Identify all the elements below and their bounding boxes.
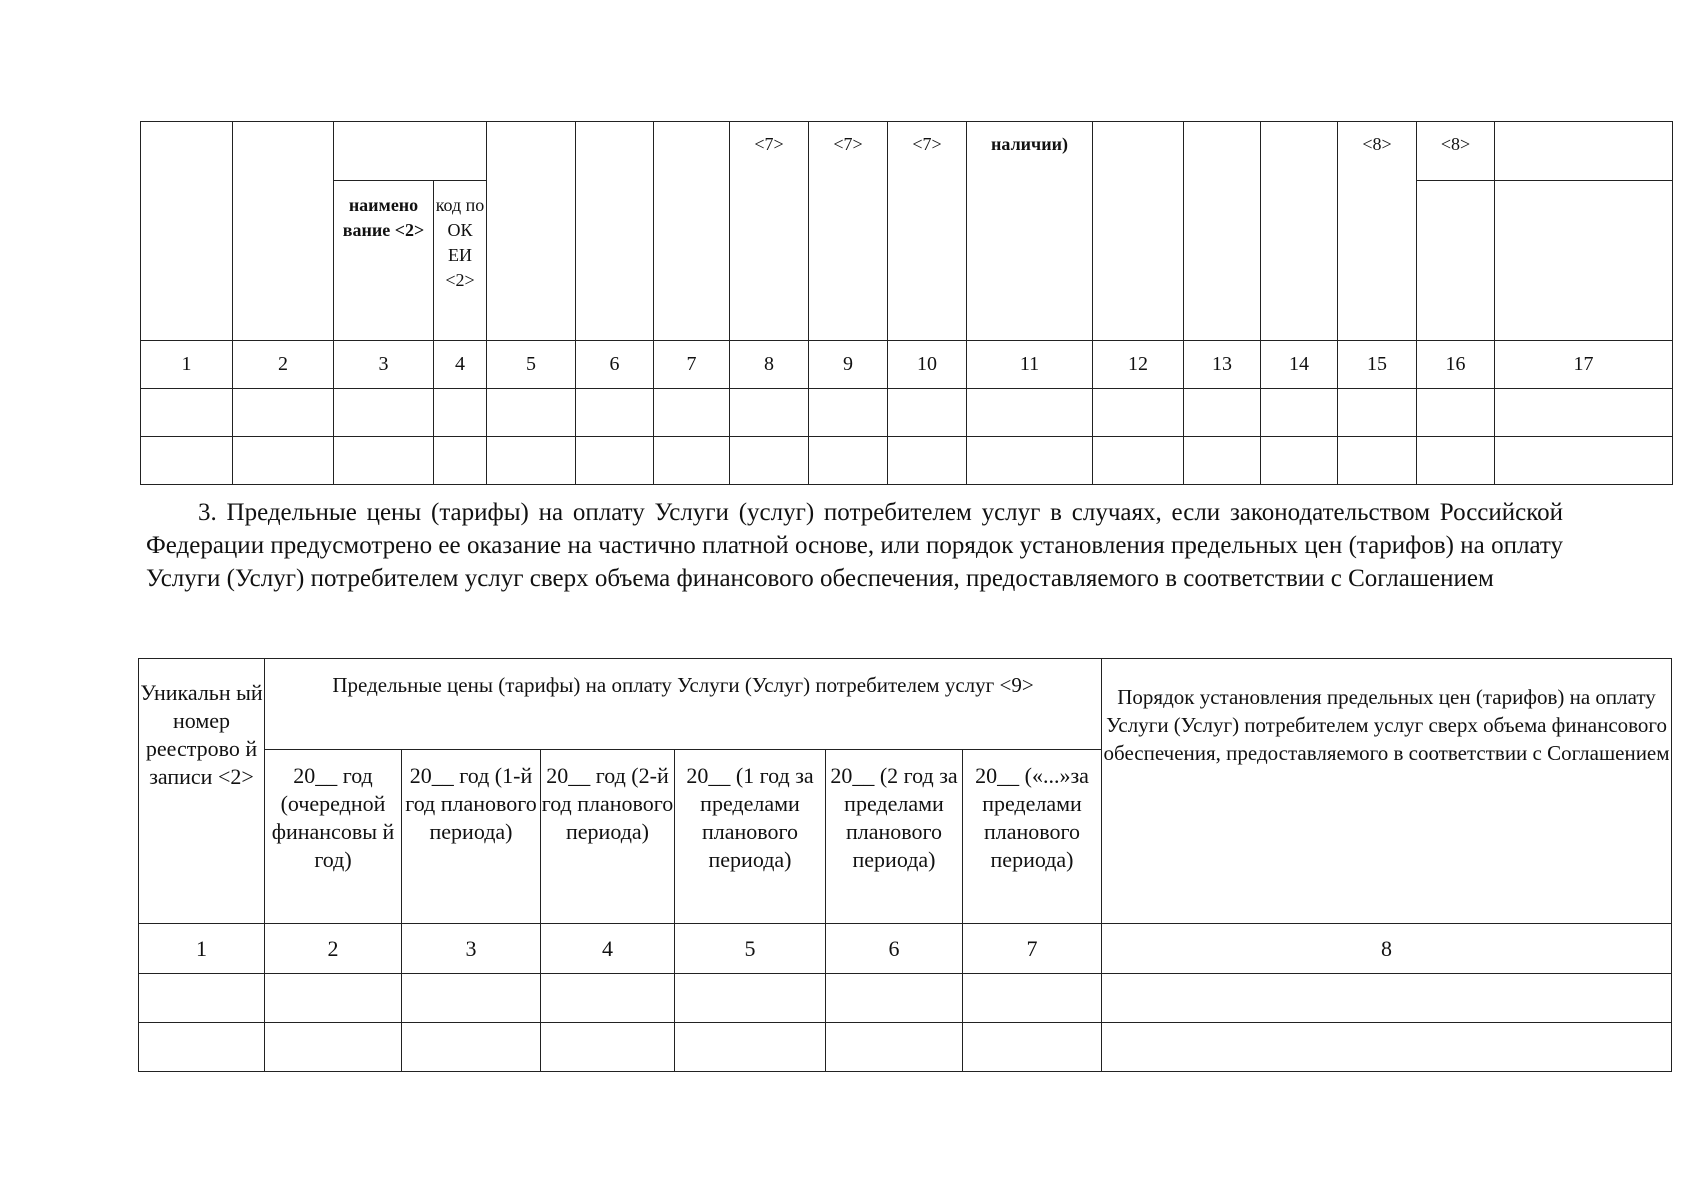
t1-num: 6 — [576, 341, 654, 389]
year-header-beyond-2: 20__ (2 год за пределами планового периода) — [826, 750, 963, 924]
t1-empty-row — [141, 437, 1673, 485]
t2-num: 8 — [1102, 924, 1672, 974]
table-cell — [826, 1023, 963, 1072]
t2-num: 6 — [826, 924, 963, 974]
year-header-current: 20__ год (очередной финансовы й год) — [265, 750, 402, 924]
t2-num: 2 — [265, 924, 402, 974]
t1-col5-header — [487, 122, 576, 341]
t1-col8-header: <7> — [730, 122, 809, 341]
table-cell — [487, 437, 576, 485]
t1-col17-header — [1495, 122, 1673, 181]
t1-num: 5 — [487, 341, 576, 389]
continuation-table — [140, 121, 1673, 485]
t1-col15-header: <8> — [1338, 122, 1417, 341]
t2-number-row — [139, 924, 1672, 974]
t1-col9-header: <7> — [809, 122, 888, 341]
table-cell — [1184, 437, 1261, 485]
table-cell — [1338, 389, 1417, 437]
t1-num: 12 — [1093, 341, 1184, 389]
t1-unit-code-header: код по ОК ЕИ <2> — [434, 181, 487, 341]
table-cell — [141, 437, 233, 485]
t1-col6-header — [576, 122, 654, 341]
table-cell — [809, 437, 888, 485]
t2-num: 4 — [541, 924, 675, 974]
year-header-beyond-n: 20__ («...»за пределами планового периода) — [963, 750, 1102, 924]
table-cell — [730, 389, 809, 437]
table-cell — [1417, 389, 1495, 437]
table-cell — [1338, 437, 1417, 485]
table-cell — [967, 437, 1093, 485]
t2-num: 3 — [402, 924, 541, 974]
table-cell — [1495, 437, 1673, 485]
table-cell — [402, 974, 541, 1023]
table-cell — [730, 437, 809, 485]
t1-num: 3 — [334, 341, 434, 389]
table-cell — [141, 389, 233, 437]
table-cell — [541, 1023, 675, 1072]
table-cell — [1093, 389, 1184, 437]
t1-col16-subheader — [1417, 181, 1495, 341]
t1-empty-row — [141, 389, 1673, 437]
table-cell — [576, 389, 654, 437]
table-cell — [967, 389, 1093, 437]
t1-unit-group-header — [334, 122, 487, 181]
table-cell — [1261, 389, 1338, 437]
table-cell — [233, 389, 334, 437]
table-cell — [1093, 437, 1184, 485]
t1-unit-name-header: наимено вание <2> — [334, 181, 434, 341]
table-cell — [675, 1023, 826, 1072]
table-cell — [1495, 389, 1673, 437]
table-cell — [139, 1023, 265, 1072]
year-header-plan-1: 20__ год (1-й год планового периода) — [402, 750, 541, 924]
t1-num: 7 — [654, 341, 730, 389]
t2-empty-row — [139, 974, 1672, 1023]
year-header-beyond-1: 20__ (1 год за пределами планового периода) — [675, 750, 826, 924]
t2-num: 5 — [675, 924, 826, 974]
t1-num: 10 — [888, 341, 967, 389]
t1-col14-header — [1261, 122, 1338, 341]
table-cell — [963, 974, 1102, 1023]
t1-num: 17 — [1495, 341, 1673, 389]
section-3-paragraph — [146, 496, 1563, 595]
t2-num: 1 — [139, 924, 265, 974]
t1-col7-header — [654, 122, 730, 341]
table-cell — [654, 389, 730, 437]
table-cell — [434, 437, 487, 485]
table-cell — [541, 974, 675, 1023]
table-cell — [888, 389, 967, 437]
t1-num: 1 — [141, 341, 233, 389]
t1-col17-subheader — [1495, 181, 1673, 341]
year-header-plan-2: 20__ год (2-й год планового периода) — [541, 750, 675, 924]
t1-col13-header — [1184, 122, 1261, 341]
price-limits-header: Предельные цены (тарифы) на оплату Услуги (Услуг) потребителем услуг <9> — [265, 659, 1102, 750]
t1-num: 8 — [730, 341, 809, 389]
t2-num: 7 — [963, 924, 1102, 974]
unique-record-number-header: Уникальн ый номер реестрово й записи <2> — [139, 659, 265, 924]
table-cell — [1261, 437, 1338, 485]
t1-number-row — [141, 341, 1673, 389]
t1-num: 15 — [1338, 341, 1417, 389]
t1-num: 16 — [1417, 341, 1495, 389]
price-order-header: Порядок установления предельных цен (тарифов) на оплату Услуги (Услуг) потребителем услуг сверх объема финансового обеспечения, предоставляемого в соответствии с Соглашением — [1102, 659, 1672, 924]
table-cell — [576, 437, 654, 485]
table-cell — [675, 974, 826, 1023]
table-cell — [888, 437, 967, 485]
table-cell — [434, 389, 487, 437]
table-cell — [265, 1023, 402, 1072]
t1-col1-header — [141, 122, 233, 341]
t1-num: 4 — [434, 341, 487, 389]
table-cell — [1102, 974, 1672, 1023]
table-cell — [265, 974, 402, 1023]
t1-num: 13 — [1184, 341, 1261, 389]
table-cell — [402, 1023, 541, 1072]
price-limits-table — [138, 658, 1672, 1072]
t1-num: 2 — [233, 341, 334, 389]
table-cell — [334, 389, 434, 437]
t1-num: 14 — [1261, 341, 1338, 389]
table-cell — [1417, 437, 1495, 485]
table-cell — [139, 974, 265, 1023]
table-cell — [1184, 389, 1261, 437]
table-cell — [826, 974, 963, 1023]
table-cell — [1102, 1023, 1672, 1072]
section-3-text: 3. Предельные цены (тарифы) на оплату Услуги (услуг) потребителем услуг в случаях, если законодательством Российской Федерации предусмотрено ее оказание на частично платной основе, или порядок установления предельных цен (тарифов) на оплату Услуги (Услуг) потребителем услуг сверх объема финансового обеспечения, предоставляемого в соответствии с Соглашением — [146, 499, 1563, 592]
t1-col2-header — [233, 122, 334, 341]
table-cell — [487, 389, 576, 437]
t1-num: 11 — [967, 341, 1093, 389]
t1-col12-header — [1093, 122, 1184, 341]
t1-col10-header: <7> — [888, 122, 967, 341]
t1-col16-header: <8> — [1417, 122, 1495, 181]
table-cell — [233, 437, 334, 485]
t2-empty-row — [139, 1023, 1672, 1072]
t1-num: 9 — [809, 341, 888, 389]
table-cell — [654, 437, 730, 485]
table-cell — [334, 437, 434, 485]
table-cell — [963, 1023, 1102, 1072]
table-cell — [809, 389, 888, 437]
t1-col11-header: наличии) — [967, 122, 1093, 341]
